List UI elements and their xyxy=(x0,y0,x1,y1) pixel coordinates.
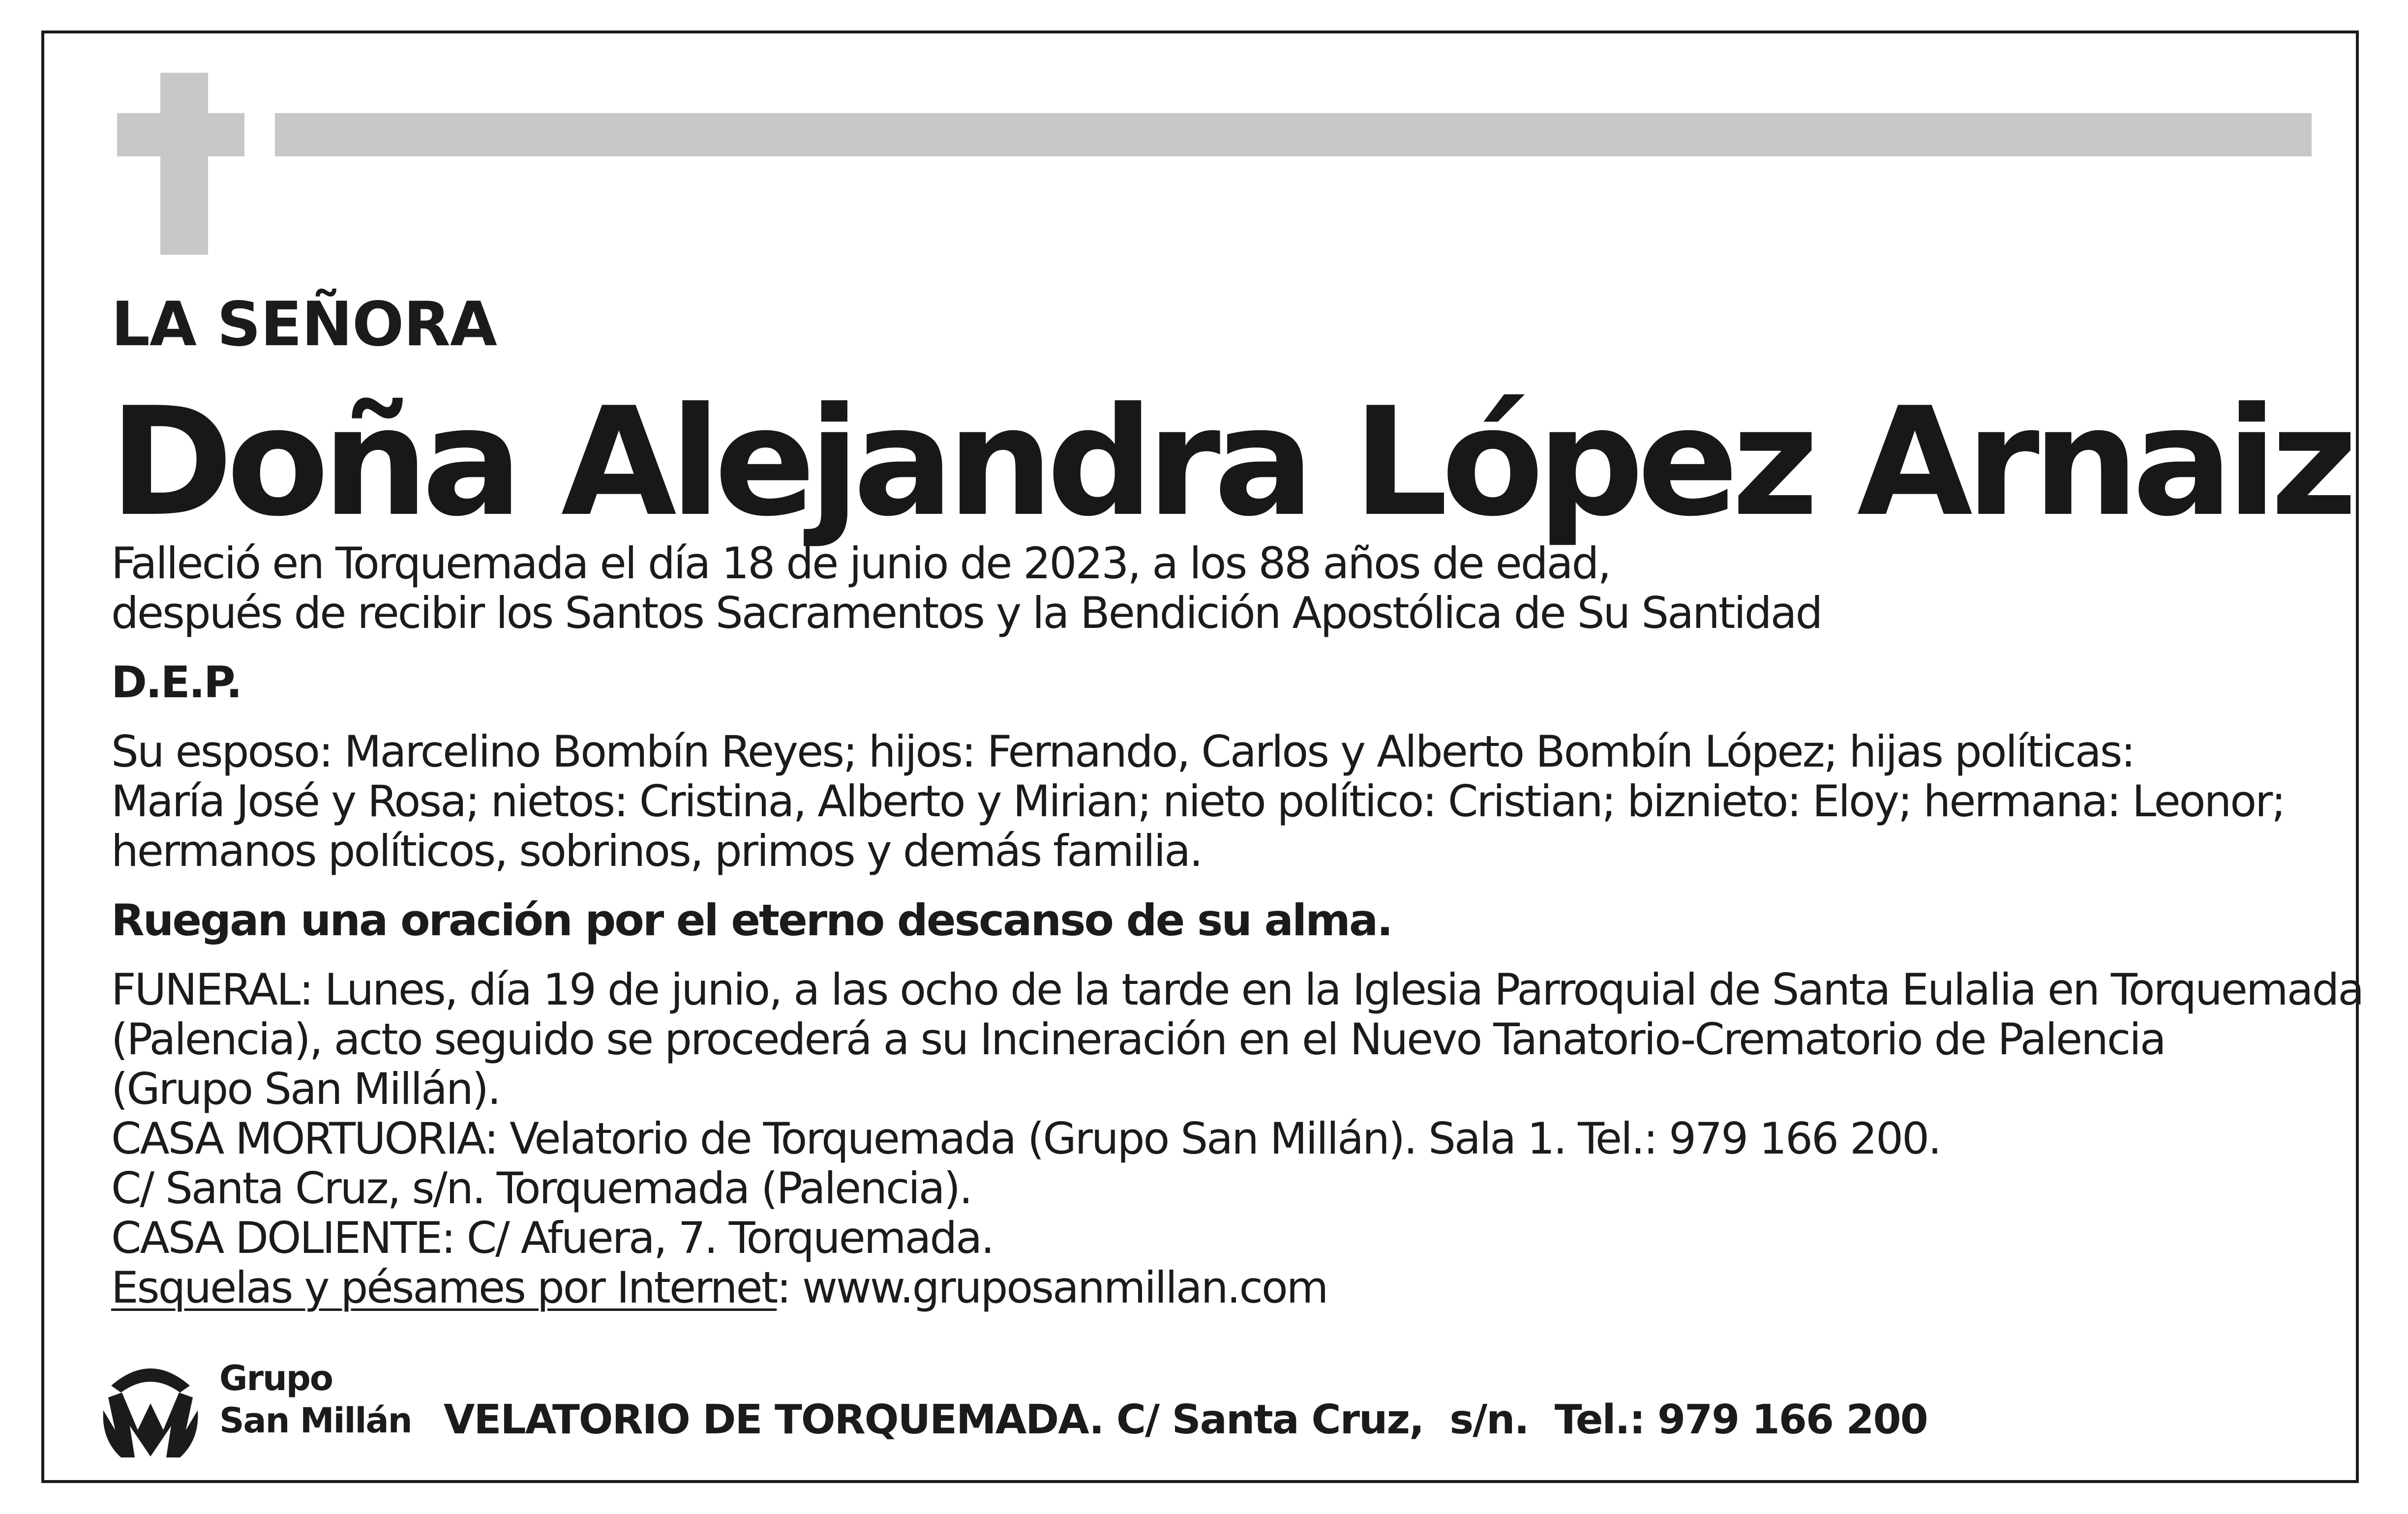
internet-label: Esquelas y pésames por Internet xyxy=(111,1262,777,1313)
prayer-text: Ruegan una oración por el eterno descanso de su alma. xyxy=(111,895,1392,946)
internet-separator: : xyxy=(777,1262,790,1313)
family-line-1: Su esposo: Marcelino Bombín Reyes; hijos: Fernando, Carlos y Alberto Bombín López; hijas políticas: xyxy=(111,726,2135,777)
family-line-3: hermanos políticos, sobrinos, primos y demás familia. xyxy=(111,826,1202,876)
dep-text: D.E.P. xyxy=(111,657,241,708)
death-line-2: después de recibir los Santos Sacramentos y la Bendición Apostólica de Su Santidad xyxy=(111,588,1822,638)
logo-line-1: Grupo xyxy=(219,1358,333,1398)
internet-line xyxy=(111,1263,2334,1312)
address-line: C/ Santa Cruz, s/n. Torquemada (Palencia). xyxy=(111,1163,972,1214)
grupo-san-millan-logo-icon xyxy=(96,1356,205,1464)
title-prefix: LA SEÑORA xyxy=(111,289,497,360)
header-rule xyxy=(275,113,2312,156)
logo-line-2: San Millán xyxy=(219,1400,412,1441)
footer-address: VELATORIO DE TORQUEMADA. C/ Santa Cruz, s/n. Tel.: 979 166 200 xyxy=(444,1396,1927,1443)
cross-icon xyxy=(160,73,208,255)
casa-doliente-line: CASA DOLIENTE: C/ Afuera, 7. Torquemada. xyxy=(111,1213,993,1263)
death-line-1: Falleció en Torquemada el día 18 de junio de 2023, a los 88 años de edad, xyxy=(111,538,1610,589)
deceased-name: Doña Alejandra López Arnaiz xyxy=(109,375,2351,549)
website-url: www.gruposanmillan.com xyxy=(802,1262,1327,1313)
funeral-line-1: FUNERAL: Lunes, día 19 de junio, a las ocho de la tarde en la Iglesia Parroquial de Santa Eulalia en Torquemada xyxy=(111,964,2363,1015)
casa-mortuoria-line: CASA MORTUORIA: Velatorio de Torquemada (Grupo San Millán). Sala 1. Tel.: 979 166 200. xyxy=(111,1113,1940,1164)
logo-wordmark xyxy=(219,1357,412,1442)
cross-icon-arm xyxy=(117,113,244,156)
funeral-line-2: (Palencia), acto seguido se procederá a su Incineración en el Nuevo Tanatorio-Crematorio de Palencia xyxy=(111,1014,2165,1065)
funeral-line-3: (Grupo San Millán). xyxy=(111,1064,500,1114)
family-line-2: María José y Rosa; nietos: Cristina, Alberto y Mirian; nieto político: Cristian; biznieto: Eloy; hermana: Leonor; xyxy=(111,776,2285,827)
notice-body xyxy=(111,538,2363,1313)
